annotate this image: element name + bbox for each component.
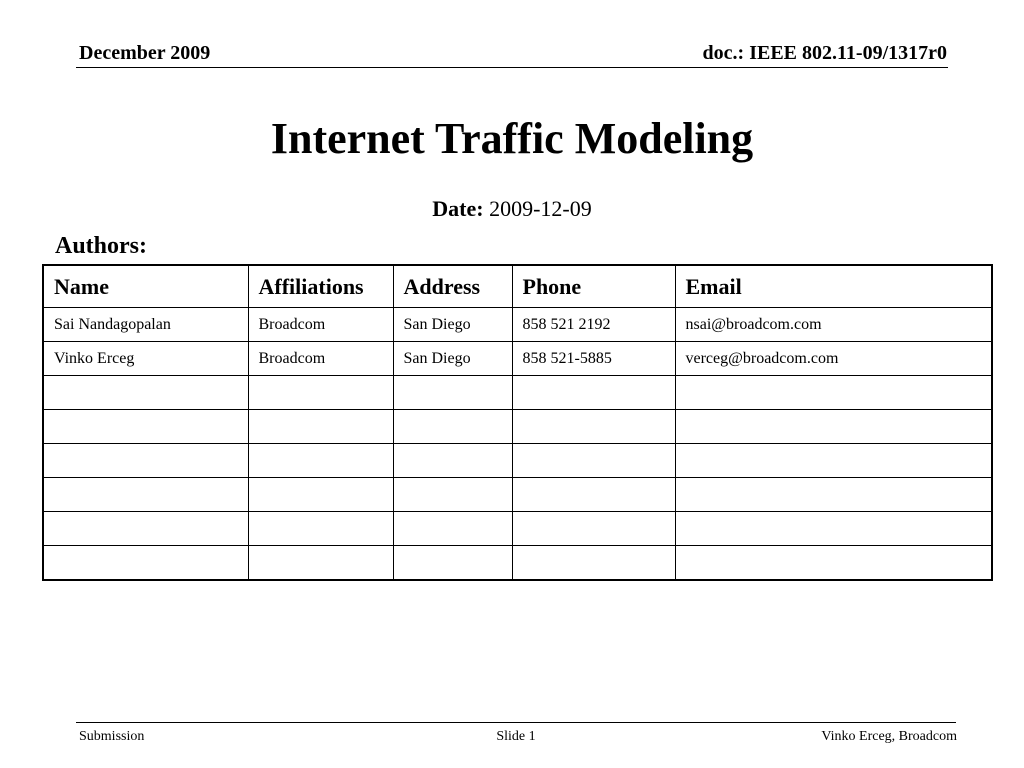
author-phone-cell: 858 521 2192 — [512, 308, 675, 342]
author-affiliation-cell — [248, 376, 393, 410]
date-label: Date: — [432, 196, 484, 221]
column-header-email: Email — [675, 265, 992, 308]
table-header-row — [43, 265, 992, 308]
author-name-cell — [43, 512, 248, 546]
author-address-cell: San Diego — [393, 342, 512, 376]
author-phone-cell — [512, 410, 675, 444]
table-row — [43, 410, 992, 444]
author-name-cell — [43, 444, 248, 478]
author-email-cell: verceg@broadcom.com — [675, 342, 992, 376]
column-header-address: Address — [393, 265, 512, 308]
author-name-cell: Vinko Erceg — [43, 342, 248, 376]
date-line — [0, 195, 1024, 223]
author-address-cell — [393, 546, 512, 581]
author-name-cell: Sai Nandagopalan — [43, 308, 248, 342]
footer-divider — [76, 722, 956, 723]
author-affiliation-cell — [248, 444, 393, 478]
author-email-cell: nsai@broadcom.com — [675, 308, 992, 342]
table-row — [43, 342, 992, 376]
author-affiliation-cell: Broadcom — [248, 342, 393, 376]
header-divider — [76, 67, 948, 68]
author-affiliation-cell — [248, 546, 393, 581]
author-phone-cell — [512, 376, 675, 410]
author-address-cell: San Diego — [393, 308, 512, 342]
footer-author: Vinko Erceg, Broadcom — [821, 729, 957, 744]
column-header-affiliations: Affiliations — [248, 265, 393, 308]
header-date: December 2009 — [79, 42, 211, 64]
author-phone-cell — [512, 546, 675, 581]
slide-title: Internet Traffic Modeling — [270, 114, 754, 163]
table-row — [43, 478, 992, 512]
authors-table — [42, 264, 993, 581]
column-header-phone: Phone — [512, 265, 675, 308]
author-email-cell — [675, 478, 992, 512]
table-row — [43, 512, 992, 546]
author-name-cell — [43, 478, 248, 512]
author-address-cell — [393, 478, 512, 512]
author-address-cell — [393, 410, 512, 444]
author-phone-cell — [512, 478, 675, 512]
table-row — [43, 376, 992, 410]
author-phone-cell: 858 521-5885 — [512, 342, 675, 376]
author-email-cell — [675, 410, 992, 444]
author-email-cell — [675, 512, 992, 546]
authors-label: Authors: — [55, 233, 148, 259]
footer-submission: Submission — [79, 729, 145, 744]
author-affiliation-cell: Broadcom — [248, 308, 393, 342]
author-name-cell — [43, 546, 248, 581]
footer-slide-number: Slide 1 — [496, 729, 536, 744]
author-name-cell — [43, 410, 248, 444]
author-address-cell — [393, 376, 512, 410]
column-header-name: Name — [43, 265, 248, 308]
author-phone-cell — [512, 444, 675, 478]
author-name-cell — [43, 376, 248, 410]
author-affiliation-cell — [248, 512, 393, 546]
table-row — [43, 444, 992, 478]
header-doc-id: doc.: IEEE 802.11-09/1317r0 — [702, 42, 947, 64]
author-email-cell — [675, 546, 992, 581]
author-phone-cell — [512, 512, 675, 546]
author-affiliation-cell — [248, 478, 393, 512]
table-row — [43, 308, 992, 342]
date-value: 2009-12-09 — [489, 196, 592, 221]
author-email-cell — [675, 444, 992, 478]
author-address-cell — [393, 512, 512, 546]
author-email-cell — [675, 376, 992, 410]
table-row — [43, 546, 992, 581]
author-affiliation-cell — [248, 410, 393, 444]
author-address-cell — [393, 444, 512, 478]
